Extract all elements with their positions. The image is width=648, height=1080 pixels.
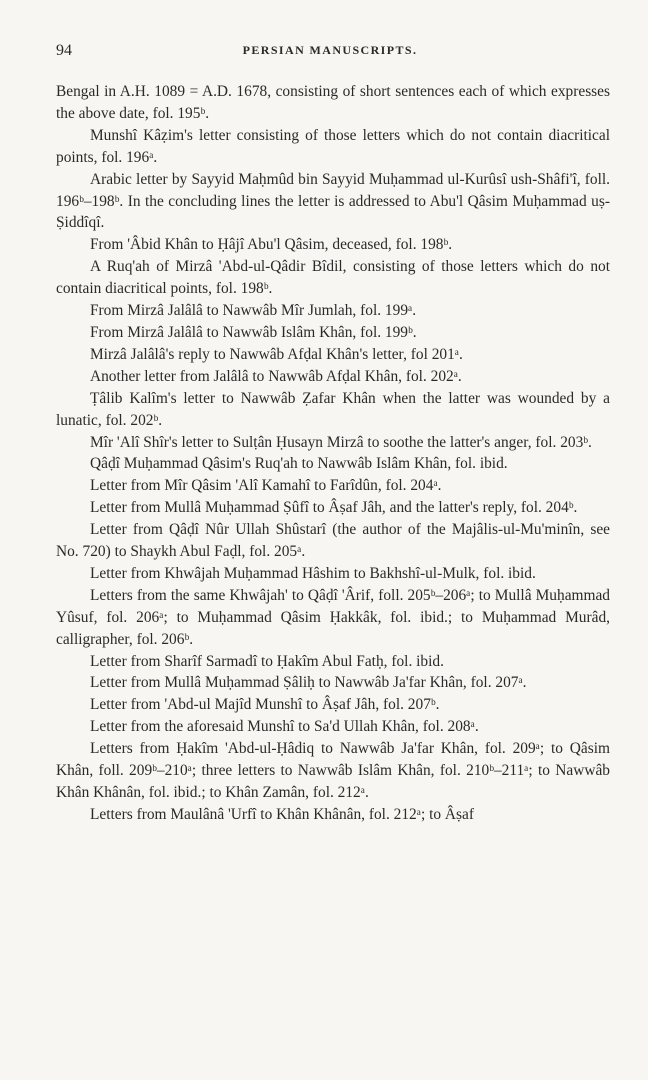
page-number: 94 — [56, 42, 72, 59]
paragraph: Mirzâ Jalâlâ's reply to Nawwâb Afḍal Khân's letter, fol 201ᵃ. — [90, 345, 463, 363]
paragraph: From Mirzâ Jalâlâ to Nawwâb Mîr Jumlah, fol. 199ᵃ. — [90, 302, 417, 320]
paragraph: Another letter from Jalâlâ to Nawwâb Afḍal Khân, fol. 202ᵃ. — [90, 367, 462, 385]
running-title: PERSIAN MANUSCRIPTS. — [242, 43, 418, 57]
paragraph: Letter from Qâḍî Nûr Ullah Shûstarî (the author of the Majâlis-ul-Mu'minîn, see No. 720) to Shaykh Abul Faḍl, fol. 205ᵃ. — [56, 521, 610, 561]
paragraph: Letters from Maulânâ 'Urfî to Khân Khânân, fol. 212ᵃ; to Âṣaf — [90, 805, 474, 823]
paragraph: From 'Âbid Khân to Ḥâjî Abu'l Qâsim, deceased, fol. 198ᵇ. — [90, 236, 453, 254]
paragraph: Munshî Kâẓim's letter consisting of those letters which do not contain diacritical points, fol. 196ᵃ. — [56, 126, 610, 166]
paragraph: Letters from Ḥakîm 'Abd-ul-Ḥâdiq to Nawwâb Ja'far Khân, fol. 209ᵃ; to Qâsim Khân, foll. 209ᵇ–210ᵃ; three letters to Nawwâb Islâm Khân, fol. 210ᵇ–211ᵃ; to Nawwâb Khân Khânân, fol. ibid.; to Khân Zamân, fol. 212ᵃ. — [56, 740, 610, 801]
page-header — [56, 42, 604, 64]
paragraph: Bengal in A.H. 1089 = A.D. 1678, consisting of short sentences each of which expresses the above date, fol. 195ᵇ. — [56, 83, 610, 122]
paragraph: Letter from Mîr Qâsim 'Alî Kamahî to Farîdûn, fol. 204ᵃ. — [90, 477, 442, 495]
paragraph: From Mirzâ Jalâlâ to Nawwâb Islâm Khân, fol. 199ᵇ. — [90, 323, 417, 341]
paragraph: Letter from Khwâjah Muḥammad Hâshim to Bakhshî-ul-Mulk, fol. ibid. — [90, 564, 536, 582]
paragraph: Mîr 'Alî Shîr's letter to Sulṭân Ḥusayn Mirzâ to soothe the latter's anger, fol. 203ᵇ. — [90, 433, 592, 451]
paragraph: Letter from Mullâ Muḥammad Ṣâliḥ to Nawwâb Ja'far Khân, fol. 207ᵃ. — [90, 674, 527, 692]
paragraph: Letter from Mullâ Muḥammad Ṣûfî to Âṣaf Jâh, and the latter's reply, fol. 204ᵇ. — [90, 499, 578, 517]
paragraph: Letter from 'Abd-ul Majîd Munshî to Âṣaf Jâh, fol. 207ᵇ. — [90, 696, 440, 714]
paragraph: A Ruq'ah of Mirzâ 'Abd-ul-Qâdir Bîdil, consisting of those letters which do not contain diacritical points, fol. 198ᵇ. — [56, 258, 610, 298]
paragraph: Qâḍî Muḥammad Qâsim's Ruq'ah to Nawwâb Islâm Khân, fol. ibid. — [90, 455, 508, 473]
paragraph: Letter from Sharîf Sarmadî to Ḥakîm Abul Fatḥ, fol. ibid. — [90, 652, 444, 670]
catalogue-entries — [56, 81, 610, 826]
paragraph: Ṭâlib Kalîm's letter to Nawwâb Ẓafar Khân when the latter was wounded by a lunatic, fol. 202ᵇ. — [56, 389, 610, 429]
paragraph: Letters from the same Khwâjah' to Qâḍî 'Ârif, foll. 205ᵇ–206ᵃ; to Mullâ Muḥammad Yûsuf, fol. 206ᵃ; to Muḥammad Qâsim Ḥakkâk, fol. ibid.; to Muḥammad Murâd, calligrapher, fol. 206ᵇ. — [56, 586, 610, 648]
paragraph: Letter from the aforesaid Munshî to Sa'd Ullah Khân, fol. 208ᵃ. — [90, 718, 479, 736]
paragraph: Arabic letter by Sayyid Maḥmûd bin Sayyid Muḥammad ul-Kurûsî ush-Shâfi'î, foll. 196ᵇ–198ᵇ. In the concluding lines the letter is addressed to Abu'l Qâsim Muḥammad uṣ-Ṣiddîqî. — [56, 170, 610, 232]
